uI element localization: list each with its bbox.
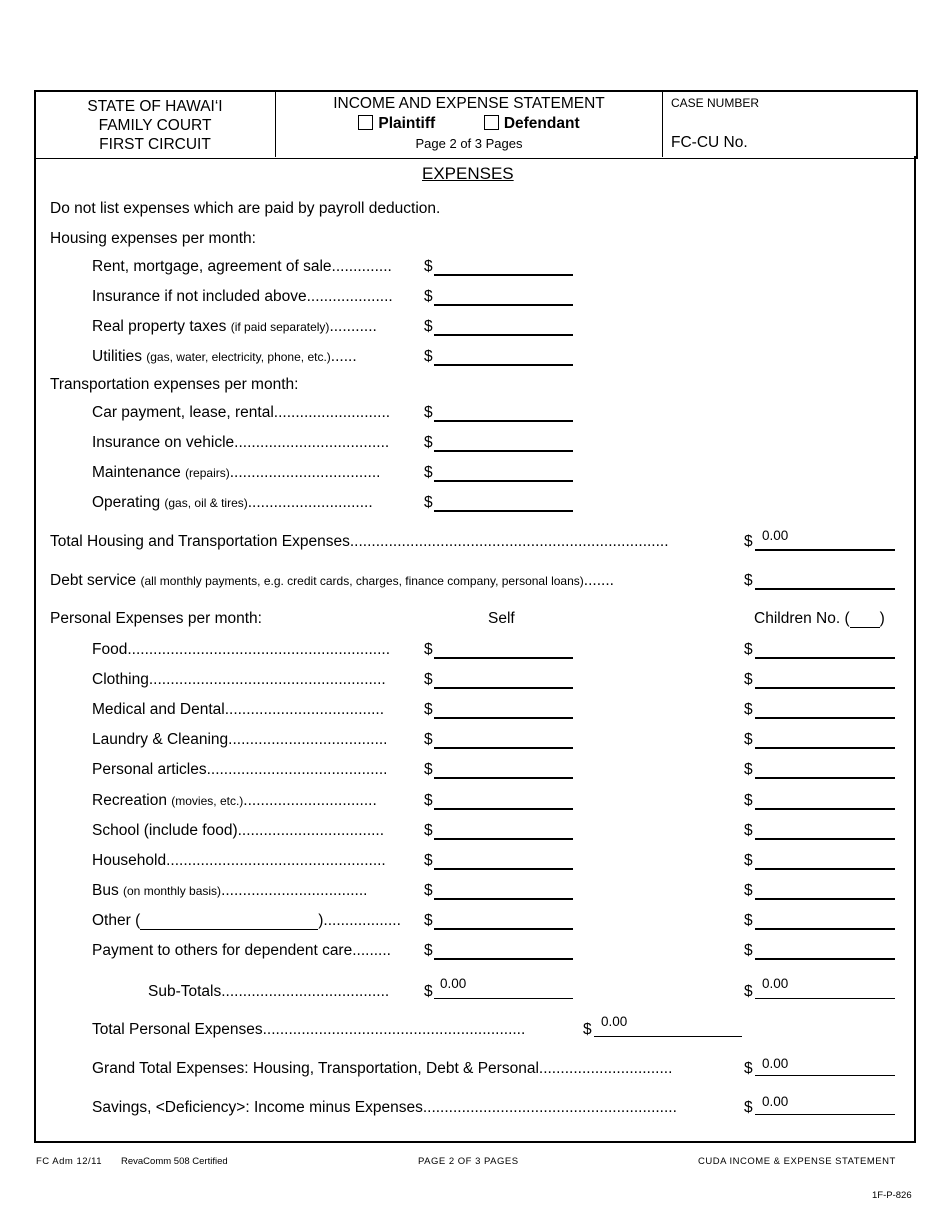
expense-label: Personal articles — [92, 761, 207, 779]
form-title-block — [277, 95, 661, 151]
self-amount-field[interactable] — [434, 318, 573, 336]
grand-total-value: 0.00 — [762, 1056, 789, 1071]
expense-row — [92, 288, 393, 306]
expense-label: Laundry & Cleaning — [92, 731, 229, 749]
dot-leader: ....................................... — [221, 983, 390, 1000]
dot-leader: ........................... — [273, 404, 391, 421]
subtotals-row — [148, 983, 389, 1001]
expense-label: Operating — [92, 494, 165, 511]
subtotal-self-value: 0.00 — [440, 976, 467, 991]
plaintiff-label: Plaintiff — [378, 115, 436, 132]
self-amount-field[interactable] — [434, 258, 573, 276]
currency-sign: $ — [744, 911, 753, 929]
currency-sign: $ — [424, 404, 433, 421]
children-amount-field[interactable] — [755, 942, 895, 960]
dot-leader: .................... — [306, 288, 393, 305]
expense-row — [92, 434, 389, 452]
self-amount-field[interactable] — [434, 348, 573, 366]
expense-row — [92, 318, 377, 336]
debt-label: Debt service — [50, 572, 141, 589]
currency-sign: $ — [744, 761, 753, 779]
plaintiff-checkbox[interactable] — [358, 115, 373, 130]
expense-label: Real property taxes — [92, 318, 231, 335]
expense-label: Recreation — [92, 791, 172, 809]
currency-sign: $ — [744, 881, 753, 899]
self-amount-field[interactable] — [434, 882, 573, 900]
expense-row — [92, 701, 384, 719]
self-amount-field[interactable] — [434, 912, 573, 930]
dot-leader: ........... — [329, 318, 377, 335]
dot-leader: ........................................................... — [422, 1099, 677, 1116]
case-number-prefix: FC-CU No. — [671, 134, 748, 151]
footer-form-id: FC Adm 12/11 — [36, 1156, 103, 1167]
expense-label: Rent, mortgage, agreement of sale — [92, 258, 332, 275]
subtotal-children-value: 0.00 — [762, 976, 789, 991]
total-personal-row — [92, 1021, 525, 1039]
currency-sign: $ — [424, 464, 433, 481]
expense-row — [92, 731, 388, 749]
total-housing-row — [50, 533, 669, 551]
expense-note: (gas, water, electricity, phone, etc.) — [146, 350, 331, 364]
dot-leader: ..................................... — [224, 701, 385, 719]
dot-leader: .................................... — [234, 434, 390, 451]
currency-sign: $ — [424, 348, 433, 365]
self-column-label: Self — [488, 610, 515, 627]
expense-row — [92, 464, 380, 482]
dot-leader: ....................................................... — [148, 671, 386, 689]
currency-sign: $ — [744, 821, 753, 839]
expense-row — [92, 641, 390, 659]
expense-row — [92, 258, 392, 276]
currency-sign: $ — [744, 572, 753, 589]
self-amount-field[interactable] — [434, 852, 573, 870]
children-amount-field[interactable] — [755, 671, 895, 689]
court-line-2: FAMILY COURT — [98, 117, 212, 134]
dot-leader: ................................................... — [166, 851, 386, 869]
children-column-label — [754, 610, 885, 628]
self-amount-field[interactable] — [434, 434, 573, 452]
self-amount-field[interactable] — [434, 671, 573, 689]
children-amount-field[interactable] — [755, 761, 895, 779]
children-amount-field[interactable] — [755, 731, 895, 749]
other-description-field[interactable] — [140, 915, 318, 930]
form-title: INCOME AND EXPENSE STATEMENT — [333, 95, 605, 112]
court-line-3: FIRST CIRCUIT — [99, 136, 211, 153]
currency-sign: $ — [583, 1021, 592, 1038]
currency-sign: $ — [744, 791, 753, 809]
debt-field[interactable] — [755, 572, 895, 590]
currency-sign: $ — [744, 701, 753, 719]
expense-label: Food — [92, 641, 128, 658]
expense-note: (repairs) — [185, 466, 230, 480]
dot-leader: ......... — [352, 942, 391, 959]
self-amount-field[interactable] — [434, 701, 573, 719]
expense-row — [92, 882, 367, 900]
currency-sign: $ — [424, 731, 433, 749]
savings-value: 0.00 — [762, 1094, 789, 1109]
expense-row — [92, 942, 391, 960]
expense-note: (on monthly basis) — [123, 883, 222, 898]
footer-page: PAGE 2 OF 3 PAGES — [418, 1156, 519, 1167]
dot-leader: ............................................................. — [262, 1021, 526, 1038]
total-housing-value: 0.00 — [762, 528, 789, 543]
children-label-close: ) — [879, 610, 885, 627]
currency-sign: $ — [424, 258, 433, 275]
self-amount-field[interactable] — [434, 288, 573, 306]
payroll-note: Do not list expenses which are paid by payroll deduction. — [50, 200, 441, 217]
currency-sign: $ — [744, 641, 753, 658]
currency-sign: $ — [744, 731, 753, 749]
total-personal-value: 0.00 — [601, 1014, 628, 1029]
expense-note: (if paid separately) — [230, 320, 330, 334]
expense-label: Payment to others for dependent care — [92, 942, 353, 959]
currency-sign: $ — [424, 318, 433, 335]
currency-sign: $ — [744, 533, 753, 550]
subtotals-label: Sub-Totals — [148, 983, 222, 1000]
expense-note: (movies, etc.) — [171, 793, 244, 808]
children-amount-field[interactable] — [755, 912, 895, 930]
court-line-1: STATE OF HAWAI‘I — [87, 98, 223, 115]
expense-row — [92, 671, 386, 689]
dot-leader: ...... — [330, 348, 357, 365]
currency-sign: $ — [424, 821, 433, 839]
footer-certified: RevaComm 508 Certified — [121, 1156, 228, 1167]
currency-sign: $ — [744, 942, 753, 959]
currency-sign: $ — [424, 494, 433, 511]
dot-leader: ............................. — [247, 494, 373, 511]
expense-label: Household — [92, 851, 167, 869]
expense-row — [92, 494, 373, 512]
defendant-label: Defendant — [503, 115, 580, 132]
savings-label: Savings, <Deficiency>: Income minus Expenses — [92, 1099, 423, 1116]
expense-label: Clothing — [92, 671, 149, 689]
expense-row — [92, 822, 384, 840]
expense-row — [92, 852, 386, 870]
expense-label: Insurance if not included above — [92, 288, 307, 305]
self-amount-field[interactable] — [434, 731, 573, 749]
dot-leader: ............................... — [538, 1060, 673, 1077]
dot-leader: .................................. — [237, 821, 385, 839]
self-amount-field[interactable] — [434, 761, 573, 779]
self-amount-field[interactable] — [434, 822, 573, 840]
currency-sign: $ — [424, 434, 433, 451]
expense-row — [92, 761, 387, 779]
currency-sign: $ — [744, 1060, 753, 1077]
transportation-heading: Transportation expenses per month: — [50, 376, 299, 393]
currency-sign: $ — [424, 942, 433, 959]
currency-sign: $ — [424, 641, 433, 658]
dot-leader: ..................................... — [228, 731, 388, 749]
self-amount-field[interactable] — [434, 464, 573, 482]
currency-sign: $ — [424, 288, 433, 305]
children-count-field[interactable] — [850, 613, 880, 628]
children-amount-field[interactable] — [755, 792, 895, 810]
debt-note: (all monthly payments, e.g. credit cards, charges, finance company, personal loans) — [140, 574, 584, 588]
dot-leader: ).................. — [318, 911, 401, 929]
expense-label: Insurance on vehicle — [92, 434, 235, 451]
expense-label: Other ( — [92, 911, 141, 929]
currency-sign: $ — [424, 701, 433, 719]
currency-sign: $ — [424, 671, 433, 689]
expense-row — [92, 404, 390, 422]
page-indicator: Page 2 of 3 Pages — [415, 136, 523, 151]
personal-heading: Personal Expenses per month: — [50, 610, 262, 627]
children-amount-field[interactable] — [755, 882, 895, 900]
dot-leader: ................................... — [229, 464, 381, 481]
footer-form-title: CUDA INCOME & EXPENSE STATEMENT — [698, 1156, 896, 1167]
debt-row — [50, 572, 614, 590]
section-title: EXPENSES — [422, 164, 514, 183]
dot-leader: .......................................... — [206, 761, 388, 779]
expense-label: School (include food) — [92, 821, 238, 839]
dot-leader: ....... — [583, 572, 614, 589]
currency-sign: $ — [424, 881, 433, 899]
self-amount-field[interactable] — [434, 792, 573, 810]
expense-label: Maintenance — [92, 464, 186, 481]
savings-row — [92, 1099, 677, 1117]
self-amount-field[interactable] — [434, 494, 573, 512]
children-amount-field[interactable] — [755, 701, 895, 719]
defendant-checkbox[interactable] — [484, 115, 499, 130]
currency-sign: $ — [424, 911, 433, 929]
grand-total-row — [92, 1060, 672, 1078]
expense-row — [92, 792, 377, 810]
children-amount-field[interactable] — [755, 852, 895, 870]
grand-total-label: Grand Total Expenses: Housing, Transportation, Debt & Personal — [92, 1060, 539, 1077]
header-divider-1 — [275, 92, 276, 157]
currency-sign: $ — [744, 983, 753, 1000]
housing-heading: Housing expenses per month: — [50, 230, 256, 247]
currency-sign: $ — [424, 983, 433, 1000]
total-personal-label: Total Personal Expenses — [92, 1021, 263, 1038]
case-number-label: CASE NUMBER — [671, 96, 760, 110]
currency-sign: $ — [744, 671, 753, 689]
currency-sign: $ — [424, 791, 433, 809]
self-amount-field[interactable] — [434, 942, 573, 960]
dot-leader: ............................... — [243, 791, 377, 809]
dot-leader: .............. — [331, 258, 392, 275]
court-name — [36, 97, 274, 154]
total-housing-label: Total Housing and Transportation Expenses — [50, 533, 350, 550]
dot-leader: .......................................................................... — [349, 533, 669, 550]
self-amount-field[interactable] — [434, 404, 573, 422]
party-checkboxes — [277, 115, 661, 133]
expense-label: Car payment, lease, rental — [92, 404, 274, 421]
currency-sign: $ — [424, 851, 433, 869]
footer-code: 1F-P-826 — [872, 1190, 912, 1201]
currency-sign: $ — [744, 851, 753, 869]
expense-label: Bus — [92, 881, 124, 899]
currency-sign: $ — [424, 761, 433, 779]
dot-leader: .................................. — [221, 881, 368, 899]
expense-row — [92, 912, 401, 930]
children-amount-field[interactable] — [755, 822, 895, 840]
children-label: Children No. ( — [754, 610, 850, 627]
currency-sign: $ — [744, 1099, 753, 1116]
children-amount-field[interactable] — [755, 641, 895, 659]
expense-row — [92, 348, 357, 366]
header-divider-2 — [662, 92, 663, 157]
expense-note: (gas, oil & tires) — [164, 496, 248, 510]
expense-label: Utilities — [92, 348, 147, 365]
dot-leader: ............................................................. — [127, 641, 391, 658]
self-amount-field[interactable] — [434, 641, 573, 659]
expense-label: Medical and Dental — [92, 701, 225, 719]
